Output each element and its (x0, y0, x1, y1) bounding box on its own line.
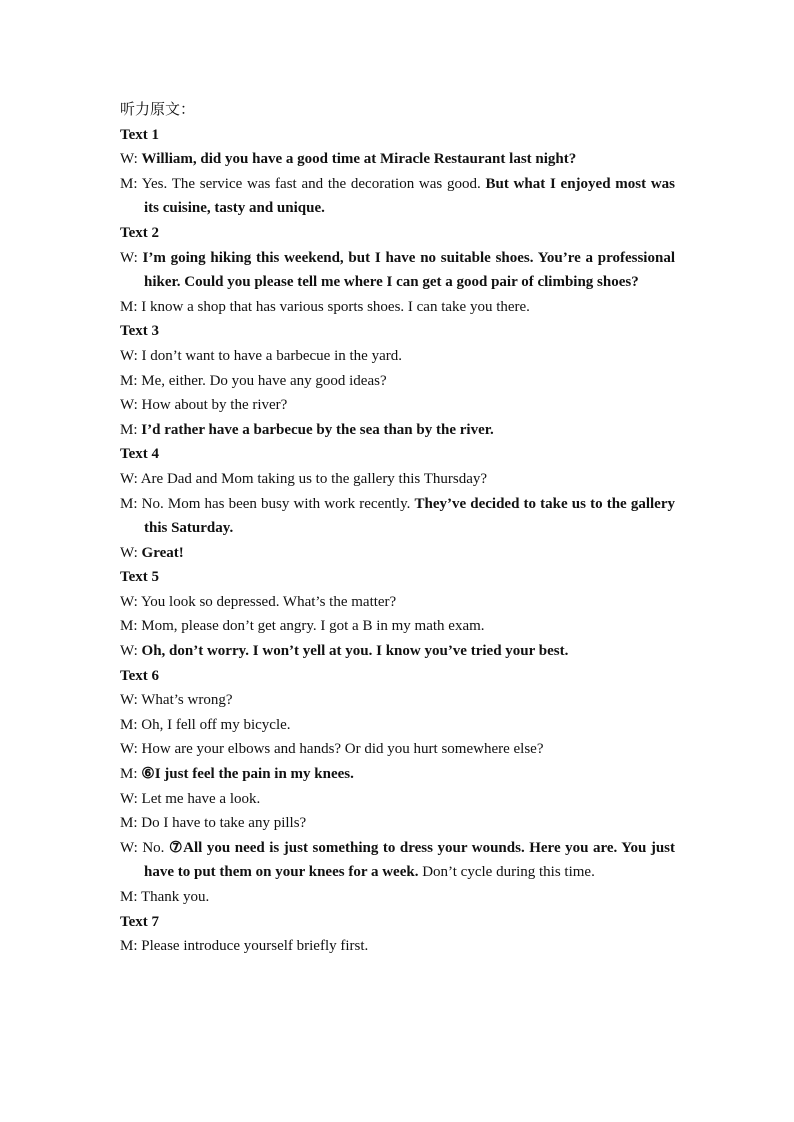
speaker-label: W: (120, 692, 142, 709)
speaker-label: W: (120, 347, 142, 364)
key-sentence: But what I enjoyed most was its cuisine, tasty and unique. (144, 175, 675, 217)
dialogue-text: How about by the river? (141, 397, 288, 414)
dialogue-text: Thank you. (140, 889, 210, 905)
dialogue-line (120, 934, 675, 959)
key-sentence: William, did you have a good time at Miracle Restaurant last night? (141, 151, 577, 168)
dialogue-line (120, 369, 675, 394)
dialogue-text: You look so depressed. What’s the matter? (140, 593, 397, 610)
transcript-section (120, 123, 675, 221)
key-sentence: I’m going hiking this weekend, but I have no suitable shoes. You’re a professional hiker. Could you please tell me where I can get a good pair of climbing shoes? (142, 249, 675, 291)
dialogue-text: Please introduce yourself briefly first. (141, 938, 369, 955)
dialogue-text: Do I have to take any pills? (141, 815, 307, 832)
transcript-sections (120, 123, 675, 959)
dialogue-line (120, 393, 675, 418)
dialogue-text: No. Mom has been busy with work recently. (141, 495, 415, 512)
speaker-label: M: (120, 815, 142, 832)
dialogue-text: Me, either. Do you have any good ideas? (141, 372, 387, 389)
dialogue-line (120, 172, 675, 221)
dialogue-text: What’s wrong? (141, 692, 233, 709)
dialogue-text: Mom, please don’t get angry. I got a B in my math exam. (141, 618, 485, 635)
speaker-label: M: (120, 421, 142, 438)
speaker-label: M: (120, 298, 142, 315)
section-title: Text 2 (120, 224, 160, 241)
speaker-label: W: (120, 544, 142, 561)
dialogue-text: Are Dad and Mom taking us to the gallery this Thursday? (140, 470, 488, 487)
dialogue-text: Don’t cycle during this time. (418, 864, 595, 881)
transcript-section (120, 319, 675, 442)
section-title: Text 1 (120, 126, 160, 143)
key-sentence: I’d rather have a barbecue by the sea than by the river. (141, 421, 494, 438)
dialogue-text: I know a shop that has various sports shoes. I can take you there. (141, 298, 530, 315)
speaker-label: W: (120, 397, 142, 414)
dialogue-line (120, 467, 675, 492)
dialogue-text: Yes. The service was fast and the decoration was good. (141, 175, 486, 192)
transcript-section (120, 442, 675, 565)
speaker-label: M: (120, 889, 141, 905)
document-heading: 听力原文： (120, 102, 196, 118)
speaker-label: M: (120, 495, 142, 512)
speaker-label: W: (120, 790, 142, 807)
dialogue-line (120, 713, 675, 738)
transcript-section (120, 565, 675, 663)
speaker-label: W: (120, 741, 142, 758)
speaker-label: W: (120, 839, 143, 856)
dialogue-text: I don’t want to have a barbecue in the yard. (141, 347, 402, 364)
document-page (120, 98, 675, 959)
speaker-label: M: (120, 372, 142, 389)
dialogue-line (120, 762, 675, 787)
dialogue-line (120, 492, 675, 541)
dialogue-text: No. (142, 839, 169, 856)
speaker-label: W: (120, 151, 142, 168)
speaker-label: M: (120, 716, 142, 733)
speaker-label: M: (120, 766, 142, 783)
section-title: Text 6 (120, 667, 160, 684)
speaker-label: W: (120, 249, 143, 266)
speaker-label: W: (120, 643, 142, 660)
dialogue-line (120, 811, 675, 836)
transcript-section (120, 664, 675, 910)
dialogue-line (120, 295, 675, 320)
dialogue-line (120, 614, 675, 639)
dialogue-line (120, 737, 675, 762)
key-sentence: They’ve decided to take us to the gallery this Saturday. (144, 495, 675, 537)
speaker-label: W: (120, 470, 141, 487)
dialogue-line (120, 590, 675, 615)
transcript-section (120, 221, 675, 319)
dialogue-line (120, 147, 675, 172)
key-sentence: Oh, don’t worry. I won’t yell at you. I know you’ve tried your best. (141, 643, 569, 660)
dialogue-line (120, 688, 675, 713)
dialogue-text: Let me have a look. (141, 790, 261, 807)
dialogue-line (120, 885, 675, 910)
dialogue-text: Oh, I fell off my bicycle. (141, 716, 291, 733)
dialogue-line (120, 246, 675, 295)
section-title: Text 7 (120, 913, 160, 930)
speaker-label: M: (120, 175, 142, 192)
dialogue-text: How are your elbows and hands? Or did you hurt somewhere else? (141, 741, 544, 758)
speaker-label: M: (120, 618, 142, 635)
dialogue-line (120, 418, 675, 443)
dialogue-line (120, 836, 675, 885)
transcript-section (120, 910, 675, 959)
dialogue-line (120, 344, 675, 369)
key-sentence: Great! (141, 544, 184, 561)
dialogue-line (120, 787, 675, 812)
speaker-label: M: (120, 938, 142, 955)
section-title: Text 5 (120, 569, 160, 586)
speaker-label: W: (120, 593, 141, 610)
dialogue-line (120, 639, 675, 664)
section-title: Text 3 (120, 323, 160, 340)
dialogue-line (120, 541, 675, 566)
section-title: Text 4 (120, 446, 160, 463)
key-sentence: ⑥I just feel the pain in my knees. (141, 766, 354, 783)
key-sentence: ⑦All you need is just something to dress your wounds. Here you are. You just have to put them on your knees for a week. (144, 839, 675, 881)
